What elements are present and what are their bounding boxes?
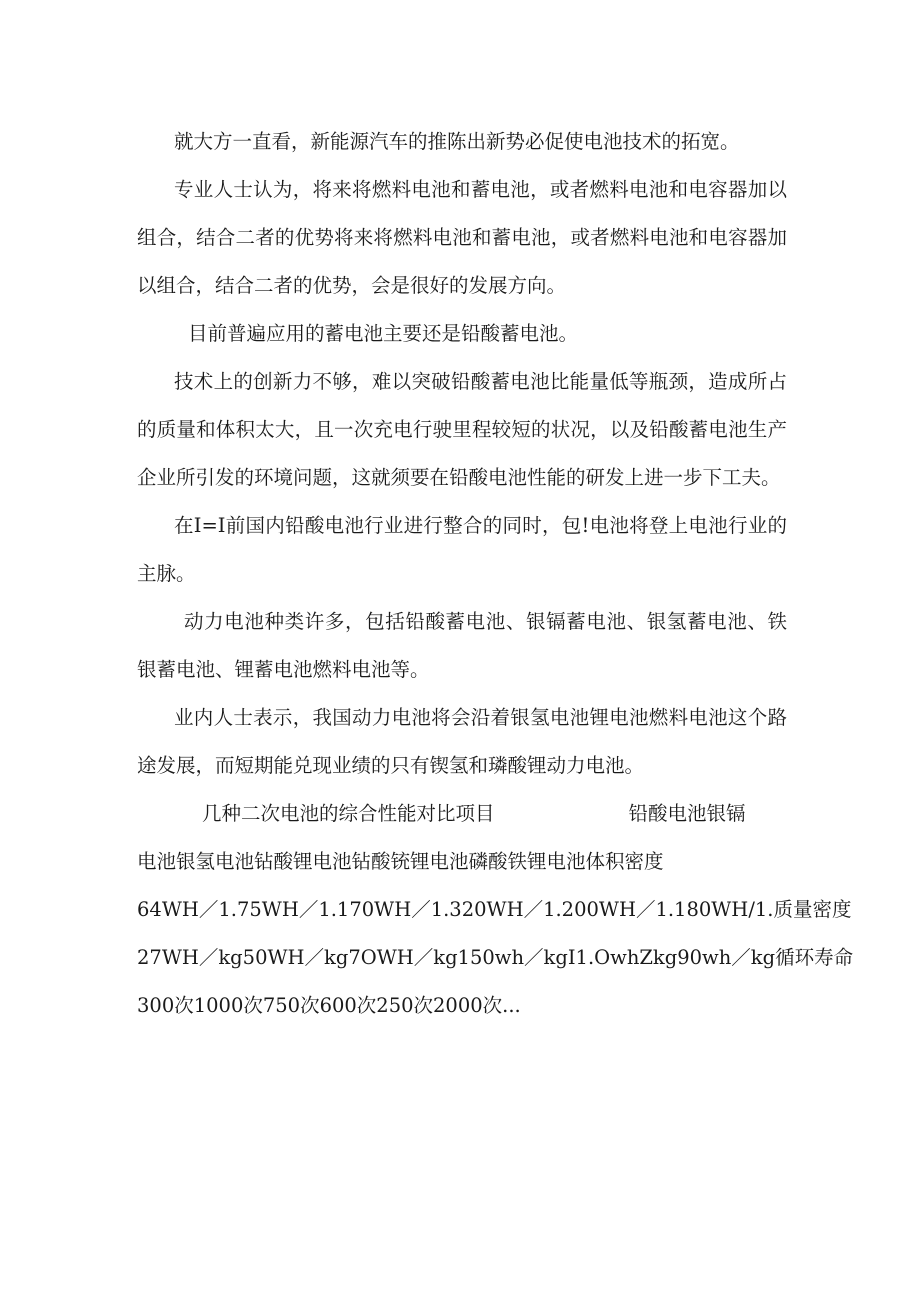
comparison-line-3: 64WH／1.75WH／1.170WH／1.320WH／1.200WH／1.180WH/1.质量密度 bbox=[137, 898, 852, 921]
comparison-line-5: 300次1000次750次600次250次2000次... bbox=[137, 994, 521, 1017]
paragraph-3: 目前普遍应用的蓄电池主要还是铅酸蓄电池。 bbox=[188, 322, 579, 345]
comparison-line-2: 电池银氢电池钻酸锂电池钻酸铳锂电池磷酸铁锂电池体积密度 bbox=[137, 850, 664, 873]
paragraph-7: 业内人士表示，我国动力电池将会沿着银氢电池锂电池燃料电池这个路途发展，而短期能兑现业绩的只有锲氢和璘酸锂动力电池。 bbox=[137, 706, 787, 777]
paragraph-6: 动力电池种类许多，包括铅酸蓄电池、银镉蓄电池、银氢蓄电池、铁银蓄电池、锂蓄电池燃料电池等。 bbox=[137, 610, 787, 681]
document-body bbox=[137, 118, 854, 1030]
comparison-title-line bbox=[137, 790, 787, 838]
comparison-title: 几种二次电池的综合性能对比项目 bbox=[202, 802, 495, 825]
battery-comparison-text bbox=[137, 790, 854, 1030]
paragraph-5: 在I=I前国内铅酸电池行业进行整合的同时，包!电池将登上电池行业的主脉。 bbox=[137, 514, 787, 585]
paragraph-4: 技术上的创新力不够，难以突破铅酸蓄电池比能量低等瓶颈，造成所占的质量和体积太大，且一次充电行驶里程较短的状况，以及铅酸蓄电池生产企业所引发的环境问题，这就须要在铅酸电池性能的研发上进一步下工夫。 bbox=[137, 370, 787, 489]
comparison-line-4: 27WH／kg50WH／kg7OWH／kg150wh／kgI1.OwhZkg90wh／kg循环寿命 bbox=[137, 946, 854, 969]
paragraph-2: 专业人士认为，将来将燃料电池和蓄电池，或者燃料电池和电容器加以组合，结合二者的优势将来将燃料电池和蓄电池，或者燃料电池和电容器加以组合，结合二者的优势，会是很好的发展方向。 bbox=[137, 178, 787, 297]
comparison-header-start: 铅酸电池银镉 bbox=[628, 802, 746, 825]
paragraph-1: 就大方一直看，新能源汽车的推陈出新势必促使电池技术的拓宽。 bbox=[174, 130, 740, 153]
